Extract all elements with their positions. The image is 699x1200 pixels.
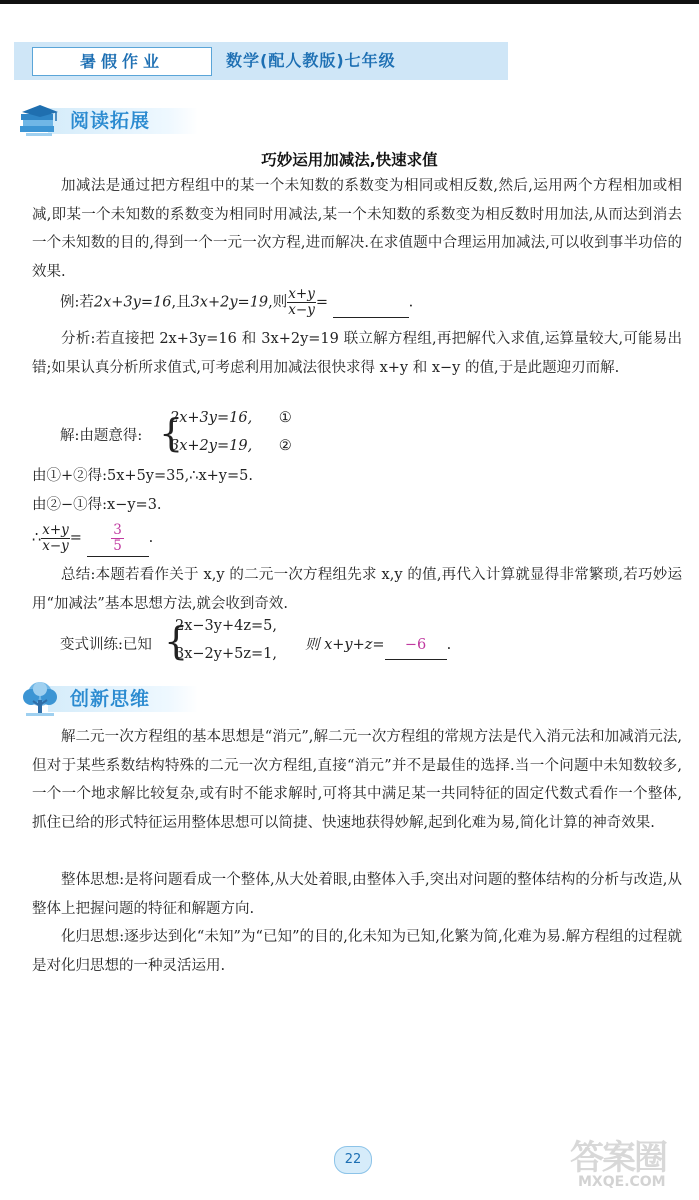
answer-blank [333,289,409,318]
left-brace: { [159,411,184,455]
top-border [0,0,699,4]
solution-step-1: 由①+②得:5x+5y=35,∴x+y=5. [32,468,253,484]
example-mid: ,且 [171,294,191,311]
fraction-denominator: x−y [42,537,69,554]
variant-answer: −6 [404,637,427,653]
intro-paragraph: 加减法是通过把方程组中的某一个未知数的系数变为相同或相反数,然后,运用两个方程相加或相减,即某一个未知数的系数变为相同时用减法,某一个未知数的系数变为相反数时用加法,从而达到消去一个未知数的目的,得到一个一元一次方程,进而解决.在求值题中合理运用加减法,可以收到事半功倍的效果. [32,178,682,280]
example-then: ,则 [268,294,288,311]
equation-2-label: ② [278,438,292,454]
solution-step-2: 由②−①得:x−y=3. [32,497,162,513]
equation-1: 2x+3y=16, [170,410,253,426]
variant-prefix: 变式训练:已知 [60,637,152,653]
variant-row-2: 3x−2y+5z=1, [175,646,277,662]
header-series-label: 暑假作业 [32,47,212,76]
solution-result [32,520,153,557]
answer-numerator: 3 [113,521,122,538]
section-title: 创新思维 [70,688,151,710]
article-title: 巧妙运用加减法,快速求值 [261,151,438,169]
variant-row-1: 2x−3y+4z=5, [175,618,277,634]
books-icon [18,102,64,140]
answer-fraction [111,523,124,554]
watermark-logo: 答案圈 [570,1138,666,1178]
equals-sign: = [69,530,82,546]
section-header-reading [18,102,218,140]
watermark [568,1130,692,1194]
innovation-paragraph-3: 化归思想:逐步达到化“未知”为“已知”的目的,化未知为已知,化繁为简,化难为易.解方程组的过程就是对化归思想的一种灵活运用. [32,929,682,974]
system-row-1 [170,410,292,426]
equals-sign: = [315,294,328,311]
header-book-title: 数学(配人教版)七年级 [226,51,396,70]
result-fraction [41,523,70,554]
summary-paragraph: 总结:本题若看作关于 x,y 的二元一次方程组先求 x,y 的值,再代入计算就显得非常繁琐,若巧妙运用“加减法”基本思想方法,就会收到奇效. [32,567,682,612]
equation-1-label: ① [278,410,292,426]
answer-blank [87,520,149,557]
tree-icon [18,680,64,718]
page-number: 22 [334,1146,372,1174]
left-brace: { [164,619,189,663]
system-row-2 [170,438,292,454]
example-equation-1: 2x+3y=16 [93,294,172,311]
variant-end: . [446,637,452,653]
answer-blank [385,631,447,660]
therefore-symbol: ∴ [32,530,42,546]
example-prefix: 例:若 [60,294,94,311]
result-end: . [148,530,154,546]
equation-2: 3x+2y=19, [170,438,253,454]
example-fraction [287,287,316,318]
example-equation-2: 3x+2y=19 [190,294,269,311]
watermark-url: MXQE.COM [578,1174,666,1190]
example-line [60,287,413,318]
variant-then: 则 x+y+z= [305,637,385,653]
section-header-innovation [18,680,218,718]
analysis-paragraph: 分析:若直接把 2x+3y=16 和 3x+2y=19 联立解方程组,再把解代入求值,运算量较大,可能易出错;如果认真分析所求值式,可考虑利用加减法很快求得 x+y 和 x−y 的值,于是此题迎刃而解. [32,331,682,376]
solution-prefix: 解:由题意得: [60,428,143,444]
variant-question [305,631,451,660]
answer-denominator: 5 [113,537,122,554]
innovation-paragraph-2: 整体思想:是将问题看成一个整体,从大处着眼,由整体入手,突出对问题的整体结构的分析与改造,从整体上把握问题的特征和解题方向. [32,872,682,917]
fraction-numerator: x+y [42,521,69,538]
header-banner [14,42,508,80]
example-end: . [408,294,414,311]
fraction-denominator: x−y [288,302,315,318]
fraction-numerator: x+y [288,286,315,302]
innovation-paragraph-1: 解二元一次方程组的基本思想是“消元”,解二元一次方程组的常规方法是代入消元法和加减消元法,但对于某些系数结构特殊的二元一次方程组,直接“消元”并不是最佳的选择.当一个问题中未知数较多,一个一个地求解比较复杂,或有时不能求解时,可将其中满足某一共同特征的固定代数式看作一个整体,抓住已给的形式特征运用整体思想可以简捷、快速地获得妙解,起到化难为易,简化计算的神奇效果. [32,729,682,831]
section-title: 阅读拓展 [70,110,151,132]
